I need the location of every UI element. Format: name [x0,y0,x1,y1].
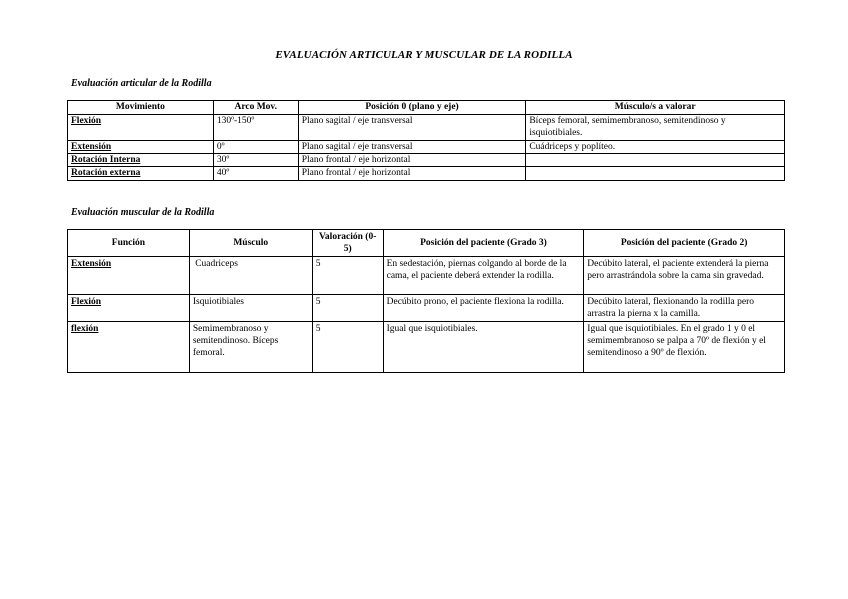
function-name: Flexión [68,295,190,322]
muscle-name: Semimembranoso y semitendinoso. Bíceps femoral. [189,321,312,372]
column-header-valoracion: Valoración (0-5) [312,230,383,257]
table-row [68,154,785,167]
column-header-musculos: Músculo/s a valorar [526,101,785,115]
strength-score: 5 [312,321,383,372]
zero-position: Plano sagital / eje transversal [298,140,526,153]
strength-score: 5 [312,295,383,322]
zero-position: Plano sagital / eje transversal [298,115,526,141]
strength-score: 5 [312,257,383,295]
table-row [68,321,785,372]
zero-position: Plano frontal / eje horizontal [298,167,526,180]
range-of-motion: 40º [213,167,298,180]
column-header-posicion: Posición 0 (plano y eje) [298,101,526,115]
patient-position-grade-2: Decúbito lateral, flexionando la rodilla pero arrastra la pierna x la camilla. [584,295,785,322]
muscle-name: Isquiotibiales [189,295,312,322]
column-header-funcion: Función [68,230,190,257]
table-header-row [68,230,785,257]
patient-position-grade-3: Igual que isquiotibiales. [383,321,584,372]
movement-name: Rotación Interna [68,154,214,167]
muscular-evaluation-table [67,229,785,373]
range-of-motion: 30º [213,154,298,167]
patient-position-grade-2: Igual que isquiotibiales. En el grado 1 y 0 el semimembranoso se palpa a 70º de flexión y el semitendinoso a 90º de flexión. [584,321,785,372]
movement-name: Flexión [68,115,214,141]
column-header-grado-2: Posición del paciente (Grado 2) [584,230,785,257]
column-header-musculo: Músculo [189,230,312,257]
articular-evaluation-table [67,100,785,181]
range-of-motion: 0º [213,140,298,153]
table-row [68,167,785,180]
column-header-grado-3: Posición del paciente (Grado 3) [383,230,584,257]
table-header-row [68,101,785,115]
patient-position-grade-3: Decúbito prono, el paciente flexiona la rodilla. [383,295,584,322]
table-row [68,295,785,322]
zero-position: Plano frontal / eje horizontal [298,154,526,167]
range-of-motion: 130º-150º [213,115,298,141]
muscles-to-assess: Bíceps femoral, semimembranoso, semitendinoso y isquiotibiales. [526,115,785,141]
column-header-arco: Arco Mov. [213,101,298,115]
movement-name: Extensión [68,140,214,153]
muscle-name: Cuadriceps [189,257,312,295]
table-row [68,140,785,153]
articular-section-heading: Evaluación articular de la Rodilla [71,78,212,89]
function-name: Extensión [68,257,190,295]
table-row [68,257,785,295]
function-name: flexión [68,321,190,372]
column-header-movimiento: Movimiento [68,101,214,115]
muscles-to-assess: Cuádriceps y poplíteo. [526,140,785,153]
document-title: EVALUACIÓN ARTICULAR Y MUSCULAR DE LA RODILLA [275,49,573,61]
table-row [68,115,785,141]
movement-name: Rotación externa [68,167,214,180]
muscles-to-assess [526,167,785,180]
muscular-section-heading: Evaluación muscular de la Rodilla [71,207,215,218]
patient-position-grade-2: Decúbito lateral, el paciente extenderá la pierna pero arrastrándola sobre la cama sin gravedad. [584,257,785,295]
patient-position-grade-3: En sedestación, piernas colgando al borde de la cama, el paciente deberá extender la rodilla. [383,257,584,295]
muscles-to-assess [526,154,785,167]
